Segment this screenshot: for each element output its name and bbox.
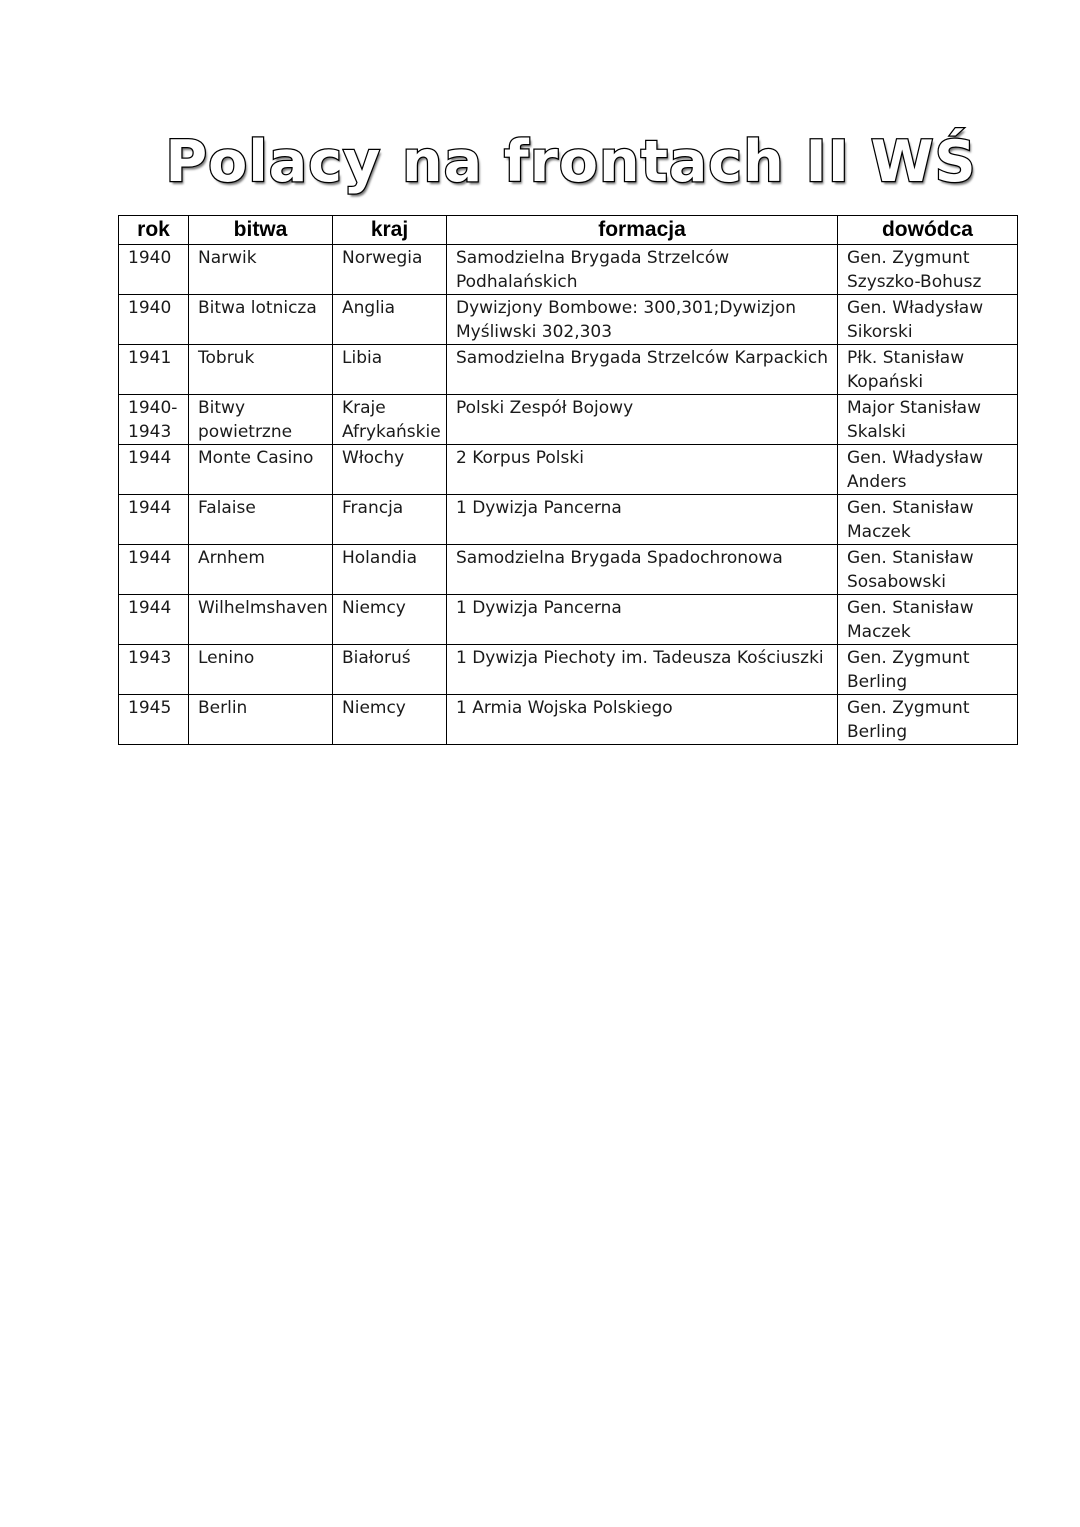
cell-rok xyxy=(119,445,189,495)
table-row xyxy=(119,345,1018,395)
cell-text: powietrzne xyxy=(198,422,293,442)
cell-text: Bitwy xyxy=(198,398,246,418)
cell-text: 1940 xyxy=(128,248,172,268)
cell-dowodca xyxy=(838,395,1018,445)
cell-formacja xyxy=(447,545,838,595)
cell-dowodca xyxy=(838,445,1018,495)
cell-dowodca xyxy=(838,645,1018,695)
cell-text: Kopański xyxy=(847,372,924,392)
cell-text: Szyszko-Bohusz xyxy=(847,272,982,292)
cell-rok xyxy=(119,495,189,545)
cell-text: Maczek xyxy=(847,622,911,642)
cell-formacja xyxy=(447,645,838,695)
cell-text: Berling xyxy=(847,672,908,692)
cell-text: Gen. Władysław xyxy=(847,298,984,318)
cell-kraj xyxy=(333,295,447,345)
cell-text: 1944 xyxy=(128,498,172,518)
table-header-row xyxy=(119,216,1018,245)
cell-text: 1940 xyxy=(128,298,172,318)
table-body xyxy=(119,245,1018,745)
cell-text: Arnhem xyxy=(198,548,265,568)
cell-text: Gen. Stanisław xyxy=(847,548,974,568)
cell-text: 1 Dywizja Pancerna xyxy=(456,598,622,618)
cell-dowodca xyxy=(838,495,1018,545)
header-bitwa: bitwa xyxy=(189,216,333,245)
cell-text: Anders xyxy=(847,472,907,492)
cell-rok xyxy=(119,345,189,395)
cell-text: Włochy xyxy=(342,448,405,468)
battles-table xyxy=(118,215,1018,745)
cell-text: Norwegia xyxy=(342,248,423,268)
cell-kraj xyxy=(333,395,447,445)
cell-kraj xyxy=(333,695,447,745)
cell-text: Narwik xyxy=(198,248,257,268)
cell-text: Myśliwski 302,303 xyxy=(456,322,613,342)
cell-text: Białoruś xyxy=(342,648,411,668)
cell-formacja xyxy=(447,445,838,495)
cell-dowodca xyxy=(838,695,1018,745)
cell-text: Bitwa lotnicza xyxy=(198,298,317,318)
cell-kraj xyxy=(333,445,447,495)
cell-kraj xyxy=(333,495,447,545)
cell-bitwa xyxy=(189,445,333,495)
table-row xyxy=(119,245,1018,295)
cell-text: Gen. Stanisław xyxy=(847,498,974,518)
cell-bitwa xyxy=(189,695,333,745)
cell-text: Kraje xyxy=(342,398,386,418)
cell-text: Gen. Stanisław xyxy=(847,598,974,618)
cell-text: Samodzielna Brygada Spadochronowa xyxy=(456,548,783,568)
header-formacja: formacja xyxy=(447,216,838,245)
cell-kraj xyxy=(333,545,447,595)
cell-text: Berling xyxy=(847,722,908,742)
cell-text: Falaise xyxy=(198,498,256,518)
cell-rok xyxy=(119,645,189,695)
cell-text: Monte Casino xyxy=(198,448,314,468)
cell-text: Maczek xyxy=(847,522,911,542)
cell-formacja xyxy=(447,395,838,445)
cell-rok xyxy=(119,695,189,745)
cell-text: 1944 xyxy=(128,598,172,618)
header-dowodca: dowódca xyxy=(838,216,1018,245)
cell-text: Libia xyxy=(342,348,383,368)
cell-bitwa xyxy=(189,295,333,345)
cell-kraj xyxy=(333,245,447,295)
cell-text: Major Stanisław xyxy=(847,398,981,418)
cell-formacja xyxy=(447,495,838,545)
cell-formacja xyxy=(447,245,838,295)
table-row xyxy=(119,395,1018,445)
cell-bitwa xyxy=(189,345,333,395)
cell-text: Berlin xyxy=(198,698,248,718)
cell-bitwa xyxy=(189,645,333,695)
table-row xyxy=(119,595,1018,645)
cell-text: Gen. Zygmunt xyxy=(847,698,970,718)
cell-rok xyxy=(119,545,189,595)
cell-text: 1941 xyxy=(128,348,172,368)
cell-text: 1945 xyxy=(128,698,172,718)
cell-text: Wilhelmshaven xyxy=(198,598,328,618)
cell-text: Niemcy xyxy=(342,598,406,618)
cell-text: Podhalańskich xyxy=(456,272,578,292)
cell-text: Sosabowski xyxy=(847,572,946,592)
cell-text: Niemcy xyxy=(342,698,406,718)
cell-text: 1 Dywizja Pancerna xyxy=(456,498,622,518)
header-kraj: kraj xyxy=(333,216,447,245)
table-row xyxy=(119,295,1018,345)
table-row xyxy=(119,445,1018,495)
cell-formacja xyxy=(447,695,838,745)
cell-text: Polski Zespół Bojowy xyxy=(456,398,634,418)
cell-text: Holandia xyxy=(342,548,418,568)
cell-text: Tobruk xyxy=(198,348,255,368)
page-title: Polacy na frontach II WŚ xyxy=(165,129,977,195)
cell-dowodca xyxy=(838,245,1018,295)
cell-formacja xyxy=(447,595,838,645)
cell-bitwa xyxy=(189,495,333,545)
cell-bitwa xyxy=(189,595,333,645)
cell-rok xyxy=(119,295,189,345)
cell-text: 1943 xyxy=(128,648,172,668)
cell-text: 1944 xyxy=(128,448,172,468)
cell-text: Gen. Zygmunt xyxy=(847,648,970,668)
cell-kraj xyxy=(333,645,447,695)
cell-dowodca xyxy=(838,545,1018,595)
cell-text: 1943 xyxy=(128,422,172,442)
cell-rok xyxy=(119,395,189,445)
table-row xyxy=(119,695,1018,745)
cell-text: Lenino xyxy=(198,648,255,668)
header-rok: rok xyxy=(119,216,189,245)
cell-text: Sikorski xyxy=(847,322,913,342)
cell-text: 2 Korpus Polski xyxy=(456,448,584,468)
cell-dowodca xyxy=(838,595,1018,645)
cell-text: Płk. Stanisław xyxy=(847,348,965,368)
table-row xyxy=(119,495,1018,545)
cell-bitwa xyxy=(189,245,333,295)
cell-dowodca xyxy=(838,345,1018,395)
cell-bitwa xyxy=(189,395,333,445)
cell-text: 1940- xyxy=(128,398,178,418)
cell-text: 1 Armia Wojska Polskiego xyxy=(456,698,673,718)
cell-text: Gen. Władysław xyxy=(847,448,984,468)
cell-text: 1 Dywizja Piechoty im. Tadeusza Kościuszki xyxy=(456,648,824,668)
cell-formacja xyxy=(447,345,838,395)
cell-kraj xyxy=(333,595,447,645)
cell-text: Samodzielna Brygada Strzelców Karpackich xyxy=(456,348,829,368)
cell-kraj xyxy=(333,345,447,395)
cell-text: Francja xyxy=(342,498,404,518)
cell-text: 1944 xyxy=(128,548,172,568)
cell-text: Skalski xyxy=(847,422,906,442)
cell-rok xyxy=(119,595,189,645)
cell-text: Afrykańskie xyxy=(342,422,441,442)
cell-dowodca xyxy=(838,295,1018,345)
cell-text: Dywizjony Bombowe: 300,301;Dywizjon xyxy=(456,298,796,318)
cell-text: Anglia xyxy=(342,298,396,318)
cell-text: Samodzielna Brygada Strzelców xyxy=(456,248,730,268)
cell-formacja xyxy=(447,295,838,345)
cell-bitwa xyxy=(189,545,333,595)
cell-rok xyxy=(119,245,189,295)
cell-text: Gen. Zygmunt xyxy=(847,248,970,268)
table-row xyxy=(119,645,1018,695)
table-row xyxy=(119,545,1018,595)
